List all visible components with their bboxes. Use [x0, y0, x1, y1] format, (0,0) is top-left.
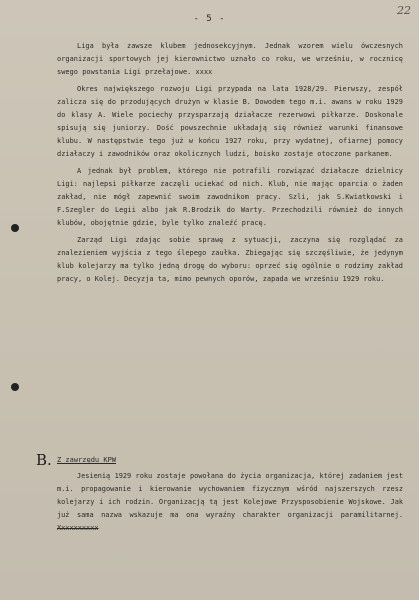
handwritten-section-marker: B.: [36, 451, 52, 469]
paragraph: Zarząd Ligi zdając sobie sprawę z sytuacji, zaczyna się rozglądać za znalezieniem wyjścia z tego ślepego zaułka. Zbiegając się szczęśliwie, że jedynym klub kolejarzy ma tylko jedną drogę do wyboru: oprzeć się ogólnie o rodzimy zakład pracy, o Kolej. Decyzja ta, mimo pewnych oporów, zapada we wrześniu 1929 roku.: [57, 236, 403, 283]
paragraph-text: Jesienią 1929 roku zostaje powołana do życia organizacja, której zadaniem jest m.i. propagowanie i kierowanie wychowaniem fizycznym wśród najszerszych rzesz kolejarzy i ich rodzin. Organizacją tą jest Kolejowe Przysposobienie Wojskowe. Jak już sama nazwa wskazuje ma ona wyraźny charakter organizacji paramilitarnej.: [57, 472, 403, 519]
paragraph: [57, 470, 403, 535]
paragraph: Liga była zawsze klubem jednosekcyjnym. Jednak wzorem wielu ówczesnych organizacji sportowych jej kierownictwo uznało co roku, we wrześniu, w rocznicę swego powstania Ligi przełajowe. xxxx: [57, 42, 403, 76]
punch-hole-icon: [11, 224, 19, 232]
paragraph: Okres największego rozwoju Ligi przypada na lata 1928/29. Pierwszy, zespół zalicza się do przodujących drużyn w klasie B. Dowodem tego m.i. awans w roku 1929 do klasy A. Wiele pociechy przysparzają działacze rezerwowi piłkarze. Doskonale spisują się juniorzy. Dość powszechnie układają się również warunki finansowe klubu. W następstwie tego już w końcu 1927 roku, przy wydatnej, ofiarnej pomocy działaczy i zawodników oraz okolicznych ludzi, boisko zostaje otoczone parkanem.: [57, 85, 403, 158]
handwritten-page-mark: 22: [397, 4, 411, 17]
paragraph: A jednak był problem, którego nie potrafili rozwiązać działacze dzielnicy Ligi: najlepsi piłkarze zaczęli uciekać od nich. Klub, nie mając oparcia o żaden zakład, nie mógł zapewnić swoim zawodnikom pracy. Szli, jak S.Kwiatkowski i F.Szegler do Legii albo jak R.Brodzik do Warty. Przechodzili również do innych klubów, obojętnie gdzie, byle tylko znaleźć pracę.: [57, 167, 403, 227]
page-number: - 5 -: [193, 14, 226, 24]
punch-hole-icon: [11, 383, 19, 391]
section-heading: Z zawrzędu KPW: [57, 456, 117, 464]
struck-out-word: Xxxxxxxxxx: [57, 524, 99, 532]
section-body: [57, 470, 403, 535]
body-text: [57, 40, 403, 290]
